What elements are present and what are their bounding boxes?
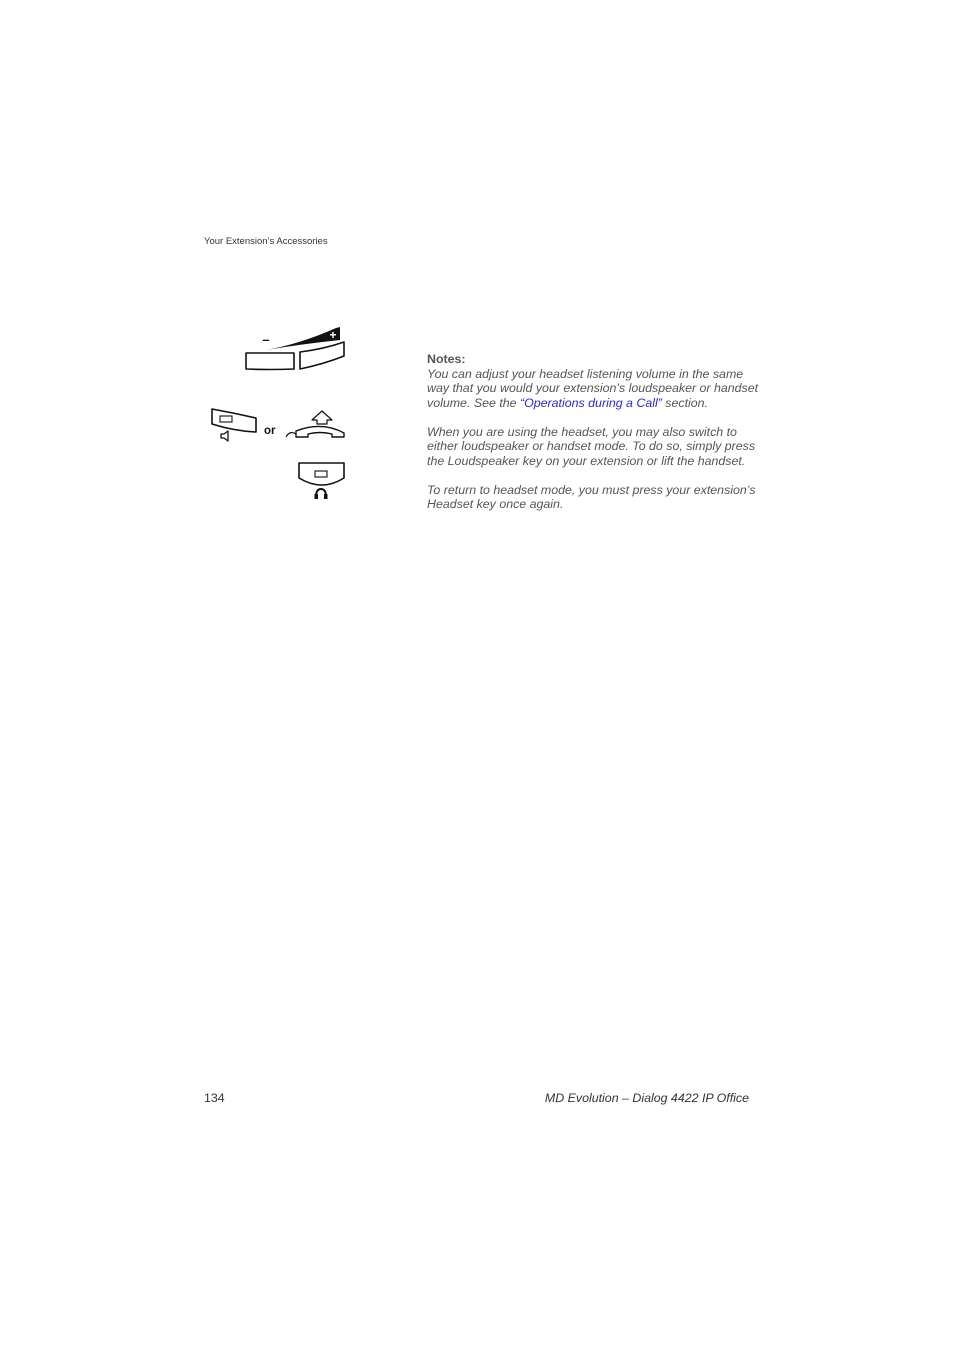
document-title: MD Evolution – Dialog 4422 IP Office	[544, 1091, 749, 1105]
notes-text-line: way that you would your extension’s loudspeaker or handset	[427, 381, 759, 395]
notes-paragraph-switch	[427, 425, 757, 469]
minus-label: –	[262, 332, 270, 347]
notes-text-line: volume. See the	[427, 395, 520, 410]
notes-text-line: You can adjust your headset listening volume in the same	[427, 366, 744, 381]
or-label: or	[264, 425, 276, 437]
plus-label: +	[329, 328, 337, 342]
notes-text-line: section.	[661, 395, 709, 410]
running-header: Your Extension’s Accessories	[204, 236, 328, 247]
notes-heading: Notes:	[427, 352, 466, 366]
page-number: 134	[204, 1091, 225, 1105]
operations-during-call-link[interactable]: “Operations during a Call”	[519, 395, 662, 410]
headset-key-icon	[296, 460, 348, 504]
notes-text-line: the Loudspeaker key on your extension or lift the handset.	[427, 453, 746, 468]
loudspeaker-key-icon	[206, 404, 262, 448]
volume-keys-icon	[240, 322, 352, 374]
notes-paragraph-return	[427, 483, 757, 512]
notes-text-line: To return to headset mode, you must press your extension’s	[427, 482, 756, 497]
notes-block	[427, 352, 757, 526]
notes-text-line: either loudspeaker or handset mode. To do so, simply press	[427, 439, 756, 453]
notes-text-line: When you are using the headset, you may also switch to	[427, 424, 737, 439]
handset-lift-icon	[282, 409, 348, 443]
notes-paragraph-volume	[427, 367, 757, 411]
notes-text-line: Headset key once again.	[427, 497, 564, 511]
